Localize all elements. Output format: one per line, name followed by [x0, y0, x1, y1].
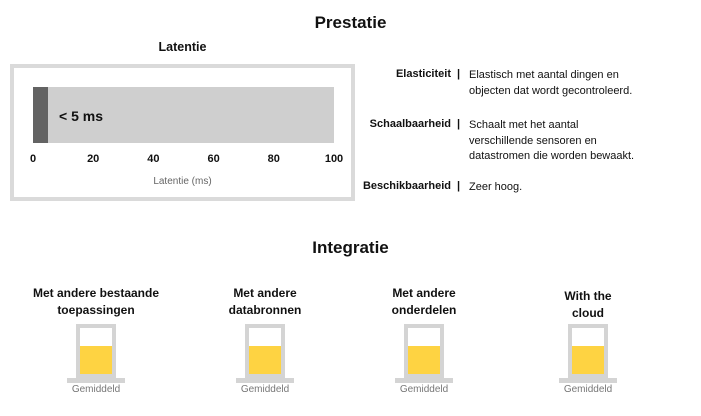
property-description: Zeer hoog. — [469, 181, 523, 193]
property-label: Elasticiteit — [395, 68, 451, 80]
integration-gauge-caption: Gemiddeld — [399, 384, 449, 395]
property-separator: | — [457, 68, 461, 80]
performance-title: Prestatie — [314, 13, 387, 32]
integration-gauge-base — [395, 378, 453, 383]
integration-gauge-base — [236, 378, 294, 383]
integration-gauge-level — [408, 346, 440, 374]
latency-tick-label: 0 — [29, 153, 37, 165]
property-description: Schaalt met het aantal verschillende sensoren en datastromen die worden bewaakt. — [469, 119, 635, 162]
property-label: Schaalbaarheid — [369, 118, 451, 130]
integration-item-label: Met andere databronnen — [228, 286, 302, 317]
latency-tick-label: 100 — [324, 153, 344, 165]
integration-item-label: Met andere bestaande toepassingen — [32, 286, 160, 317]
integration-gauge-caption: Gemiddeld — [71, 384, 121, 395]
integration-gauge-level — [249, 346, 281, 374]
integration-gauge-base — [67, 378, 125, 383]
integration-gauge-caption: Gemiddeld — [240, 384, 290, 395]
latency-axis-label: Latentie (ms) — [153, 176, 212, 187]
property-description: Elastisch met aantal dingen en objecten dat wordt gecontroleerd. — [469, 69, 633, 97]
property-separator: | — [457, 180, 461, 192]
latency-bar — [33, 87, 48, 143]
latency-chart-title: Latentie — [158, 40, 207, 54]
latency-tick-label: 60 — [207, 153, 220, 165]
latency-tick-label: 80 — [267, 153, 280, 165]
property-separator: | — [457, 118, 461, 130]
integration-title: Integratie — [312, 238, 389, 257]
integration-item-label: With the cloud — [564, 289, 612, 320]
latency-tick-label: 20 — [87, 153, 100, 165]
latency-tick-label: 40 — [147, 153, 160, 165]
integration-item-label: Met andere onderdelen — [391, 286, 457, 317]
latency-value-label: < 5 ms — [59, 108, 103, 124]
integration-gauge-base — [559, 378, 617, 383]
property-label: Beschikbaarheid — [362, 180, 451, 192]
integration-gauge-level — [572, 346, 604, 374]
integration-gauge-caption: Gemiddeld — [563, 384, 613, 395]
integration-gauge-level — [80, 346, 112, 374]
